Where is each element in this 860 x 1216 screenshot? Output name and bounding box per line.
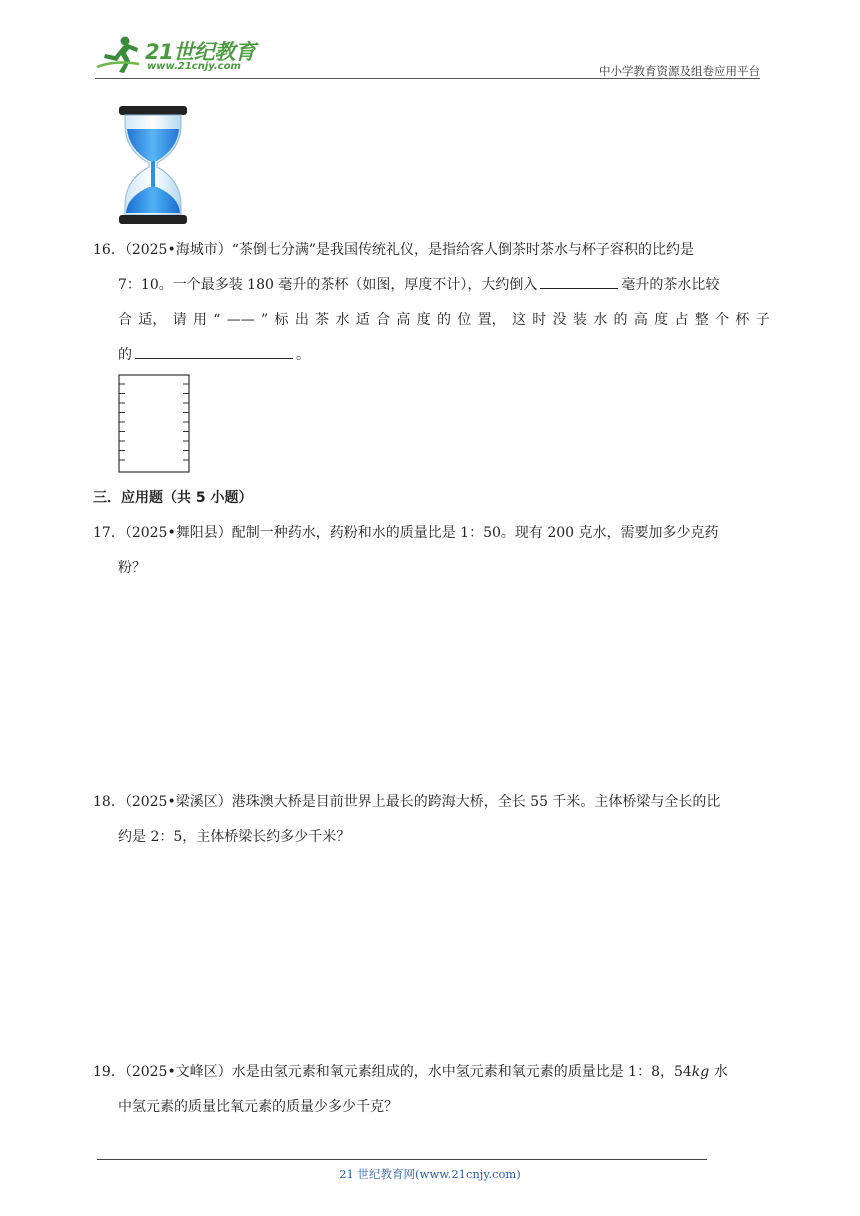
answer-blank-1[interactable] — [540, 270, 618, 289]
justified-text-segment: 这 — [511, 312, 526, 328]
justified-text-segment: 整 — [694, 312, 709, 328]
justified-text-segment: 茶 — [315, 312, 330, 328]
question-16-line3 — [93, 303, 770, 338]
question-16: 16．（2025•海城市）“茶倒七分满”是我国传统礼仪，是指给客人倒茶时茶水与杯子容积的比约是 7：10。一个最多装 180 毫升的茶杯（如图，厚度不计），大约倒入 毫升的茶水比较 合 适， 请 用 “ —— ” 标 出 茶 水 适 合 高 度 的 位 置， 这 时 没 装 水 的 高 度 占 整 个 杯 子 的 。 — [93, 242, 770, 363]
justified-text-segment: 没 — [552, 312, 567, 328]
justified-text-segment: 的 — [613, 312, 628, 328]
footer-divider — [97, 1159, 707, 1160]
runner-logo-icon — [95, 34, 143, 74]
question-18: 18．（2025•梁溪区）港珠澳大桥是目前世界上最长的跨海大桥，全长 55 千米。主体桥梁与全长的比 约是 2：5，主体桥梁长约多少千米？ — [93, 794, 721, 845]
hourglass-icon — [117, 105, 189, 225]
justified-text-segment: ” — [261, 312, 269, 328]
justified-text-segment: 适 — [355, 312, 370, 328]
justified-text-segment: 出 — [294, 312, 309, 328]
justified-text-segment: 位 — [457, 312, 472, 328]
justified-text-segment: 高 — [396, 312, 411, 328]
justified-text-segment: 度 — [416, 312, 431, 328]
justified-text-segment: 适， — [138, 312, 167, 328]
justified-text-segment: 水 — [335, 312, 350, 328]
page-header — [95, 34, 760, 79]
justified-text-segment: 占 — [674, 312, 689, 328]
justified-text-segment: 用 — [192, 312, 207, 328]
justified-text-segment: “ — [213, 312, 221, 328]
justified-text-segment: 度 — [654, 312, 669, 328]
question-19: 19．（2025•文峰区）水是由氢元素和氧元素组成的，水中氢元素和氧元素的质量比是 1：8，54kg 水 中氢元素的质量比氧元素的质量少多少千克？ — [93, 1064, 728, 1115]
justified-text-segment: 合 — [118, 312, 132, 328]
justified-text-segment: 装 — [572, 312, 587, 328]
answer-blank-2[interactable] — [135, 340, 293, 359]
justified-text-segment: 标 — [274, 312, 289, 328]
justified-text-segment: 合 — [376, 312, 391, 328]
header-divider — [95, 78, 760, 79]
question-17: 17．（2025•舞阳县）配制一种药水，药粉和水的质量比是 1：50。现有 200 克水，需要加多少克药 粉？ — [93, 525, 719, 576]
justified-text-segment: 高 — [633, 312, 648, 328]
justified-text-segment: 个 — [715, 312, 730, 328]
footer-text: 21 世纪教育网(www.21cnjy.com) — [339, 1167, 521, 1181]
justified-text-segment: 的 — [437, 312, 452, 328]
justified-text-segment: —— — [226, 312, 255, 328]
section-heading: 三．应用题（共 5 小题） — [93, 490, 253, 506]
site-logo: 21世纪教育 www.21cnjy.com — [95, 34, 265, 76]
justified-text-segment: 请 — [172, 312, 187, 328]
justified-text-segment: 杯 — [735, 312, 750, 328]
platform-title: 中小学教育资源及组卷应用平台 — [599, 64, 760, 78]
justified-text-segment: 时 — [532, 312, 547, 328]
cup-diagram — [118, 374, 190, 473]
justified-text-segment: 水 — [593, 312, 608, 328]
justified-text-segment: 置， — [477, 312, 506, 328]
justified-text-segment: 子 — [755, 312, 770, 328]
